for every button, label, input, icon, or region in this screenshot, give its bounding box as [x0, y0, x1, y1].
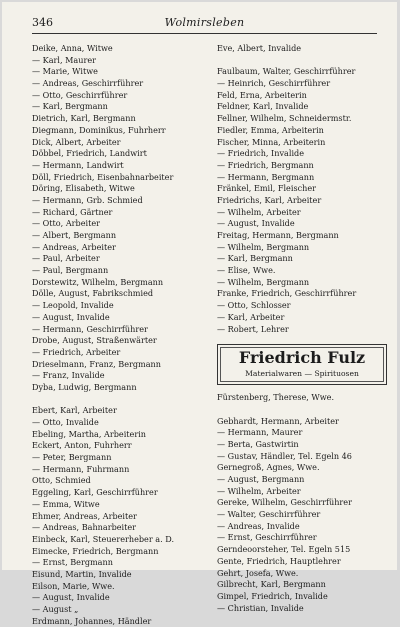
directory-entry: — Ernst, Geschirrführer	[217, 532, 317, 543]
directory-entry: — Paul, Arbeiter	[32, 253, 100, 264]
directory-entry: — Friedrich, Invalide	[217, 148, 305, 159]
directory-entry: — Heinrich, Geschirrführer	[217, 78, 331, 89]
directory-entry: Ebert, Karl, Arbeiter	[32, 405, 117, 416]
directory-entry: Einbeck, Karl, Steuererheber a. D.	[32, 533, 175, 544]
directory-entry: — Hermann, Geschirrführer	[32, 323, 148, 334]
directory-entry: — Karl, Arbeiter	[217, 311, 285, 322]
directory-entry: Faulbaum, Walter, Geschirrführer	[217, 66, 356, 77]
directory-entry: — August „	[32, 604, 79, 614]
directory-entry: — Wilhelm, Bergmann	[217, 276, 310, 287]
book-page	[2, 2, 397, 626]
directory-entry: — Karl, Maurer	[32, 54, 96, 65]
directory-entry: Dietrich, Karl, Bergmann	[32, 113, 136, 124]
directory-entry: — Wilhelm, Arbeiter	[217, 206, 301, 217]
directory-entry: — Emma, Witwe	[32, 498, 100, 509]
directory-entry: — Albert, Bergmann	[32, 230, 117, 240]
directory-entry: — Karl, Bergmann	[32, 101, 108, 112]
directory-entry: Eilson, Marie, Wwe.	[32, 580, 115, 591]
directory-entry: Feldner, Karl, Invalide	[217, 101, 309, 112]
directory-entry: Freitag, Hermann, Bergmann	[217, 230, 339, 240]
directory-entry: — Andreas, Arbeiter	[32, 241, 116, 252]
directory-entry: Döbbel, Friedrich, Landwirt	[32, 148, 147, 159]
directory-entry: — Hermann, Grb. Schmied	[32, 194, 143, 205]
directory-entry: Gerndeoorsteher, Tel. Egeln 515	[217, 544, 351, 555]
directory-entry: — Andreas, Geschirrführer	[32, 78, 144, 89]
directory-entry: — Friedrich, Arbeiter	[32, 346, 121, 357]
directory-entry: — Otto, Geschirrführer	[32, 89, 128, 100]
directory-entry: Eimecke, Friedrich, Bergmann	[32, 545, 159, 556]
directory-entry: — Andreas, Bahnarbeiter	[32, 522, 137, 533]
directory-entry: Drieselmann, Franz, Bergmann	[32, 358, 161, 369]
directory-entry: — August, Invalide	[32, 311, 110, 322]
directory-entry: — Hermann, Fuhrmann	[32, 463, 130, 474]
directory-entry: — Otto, Schlosser	[217, 300, 291, 311]
left-column	[32, 43, 210, 627]
advertisement-inner	[220, 347, 384, 382]
directory-entry: — Franz, Invalide	[32, 370, 105, 381]
directory-entry: Drobe, August, Straßenwärter	[32, 335, 157, 346]
advertisement-subtitle: Materialwaren — Spirituosen	[245, 369, 359, 379]
section-gap	[217, 55, 395, 67]
directory-entry: — Wilhelm, Arbeiter	[217, 485, 301, 496]
directory-entry: — August, Invalide	[217, 218, 295, 229]
directory-entry: Eve, Albert, Invalide	[217, 43, 302, 53]
directory-entry: Gehrt, Josefa, Wwe.	[217, 567, 299, 578]
directory-entry: — Ernst, Bergmann	[32, 557, 113, 568]
advertisement-name: Friedrich Fulz	[238, 348, 366, 368]
directory-entry: Gilbrecht, Karl, Bergmann	[217, 579, 326, 590]
directory-entry: — August, Invalide	[32, 592, 110, 603]
directory-entry: — Karl, Bergmann	[217, 253, 293, 264]
directory-entry: Diegmann, Dominikus, Fuhrherr	[32, 124, 166, 135]
directory-entry: Dyba, Ludwig, Bergmann	[32, 381, 137, 392]
directory-entry: Gernegroß, Agnes, Wwe.	[217, 462, 320, 473]
directory-entry: — Otto, Arbeiter	[32, 218, 101, 229]
advertisement-box	[217, 344, 387, 385]
directory-entry: — Leopold, Invalide	[32, 300, 114, 311]
directory-entry: — Richard, Gärtner	[32, 206, 113, 217]
directory-entry: — Christian, Invalide	[217, 602, 304, 613]
directory-entry: Deike, Anna, Witwe	[32, 43, 113, 53]
directory-entry: — Hermann, Maurer	[217, 427, 303, 438]
directory-entry: Eggeling, Karl, Geschirrführer	[32, 487, 158, 498]
directory-entry: — Elise, Wwe.	[217, 265, 276, 276]
directory-entry: Otto, Schmied	[32, 475, 91, 486]
page-title: Wolmirsleben	[164, 16, 245, 29]
directory-entry: Fränkel, Emil, Fleischer	[217, 183, 316, 194]
section-gap	[217, 404, 395, 416]
directory-entry: Erdmann, Johannes, Händler	[32, 615, 152, 626]
directory-entry: — Gustav, Händler, Tel. Egeln 46	[217, 450, 352, 461]
directory-entry: Dölle, August, Fabrikschmied	[32, 288, 154, 299]
directory-entry: Friedrichs, Karl, Arbeiter	[217, 194, 322, 205]
directory-entry: — Hermann, Bergmann	[217, 171, 315, 182]
directory-entry: Fiedler, Emma, Arbeiterin	[217, 124, 324, 135]
directory-entry: — Berta, Gastwirtin	[217, 438, 299, 449]
directory-entry: — Andreas, Invalide	[217, 520, 300, 531]
directory-entry: — August, Bergmann	[217, 474, 305, 484]
right-column-bottom	[217, 392, 395, 614]
directory-entry: Eckert, Anton, Fuhrherr	[32, 440, 132, 451]
directory-entry: Gente, Friedrich, Hauptlehrer	[217, 555, 341, 566]
directory-entry: — Friedrich, Bergmann	[217, 159, 314, 170]
directory-entry: — Paul, Bergmann	[32, 265, 109, 276]
right-column	[217, 43, 395, 614]
directory-entry: Eisund, Martin, Invalide	[32, 568, 132, 579]
directory-entry: Gereke, Wilhelm, Geschirrführer	[217, 497, 352, 508]
directory-entry: Fischer, Minna, Arbeiterin	[217, 136, 326, 147]
directory-entry: — Robert, Lehrer	[217, 323, 289, 334]
directory-entry: — Peter, Bergmann	[32, 452, 112, 463]
directory-entry: Ehmer, Andreas, Arbeiter	[32, 510, 137, 521]
directory-entry: Döring, Elisabeth, Witwe	[32, 183, 135, 194]
page-number: 346	[32, 16, 53, 29]
directory-entry: Fellner, Wilhelm, Schneidermstr.	[217, 113, 352, 124]
directory-entry: — Hermann, Landwirt	[32, 159, 124, 170]
directory-entry: Döll, Friedrich, Eisenbahnarbeiter	[32, 171, 174, 182]
directory-entry: Franke, Friedrich, Geschirrführer	[217, 288, 357, 299]
section-gap	[32, 394, 210, 406]
directory-entry: Gimpel, Friedrich, Invalide	[217, 590, 328, 601]
directory-entry: — Wilhelm, Bergmann	[217, 241, 310, 252]
directory-entry: Dorstewitz, Wilhelm, Bergmann	[32, 276, 164, 287]
directory-entry: Gebhardt, Hermann, Arbeiter	[217, 415, 339, 426]
directory-entry: Dick, Albert, Arbeiter	[32, 136, 121, 147]
directory-entry: — Walter, Geschirrführer	[217, 509, 321, 520]
header-rule	[32, 33, 377, 34]
right-column-top	[217, 43, 395, 335]
directory-entry: — Otto, Invalide	[32, 417, 99, 427]
directory-entry: Feld, Erna, Arbeiterin	[217, 89, 307, 100]
directory-entry: Ebeling, Martha, Arbeiterin	[32, 428, 147, 439]
directory-entry: Fürstenberg, Therese, Wwe.	[217, 392, 335, 403]
directory-entry: — Marie, Witwe	[32, 66, 98, 77]
page-header	[32, 16, 377, 32]
